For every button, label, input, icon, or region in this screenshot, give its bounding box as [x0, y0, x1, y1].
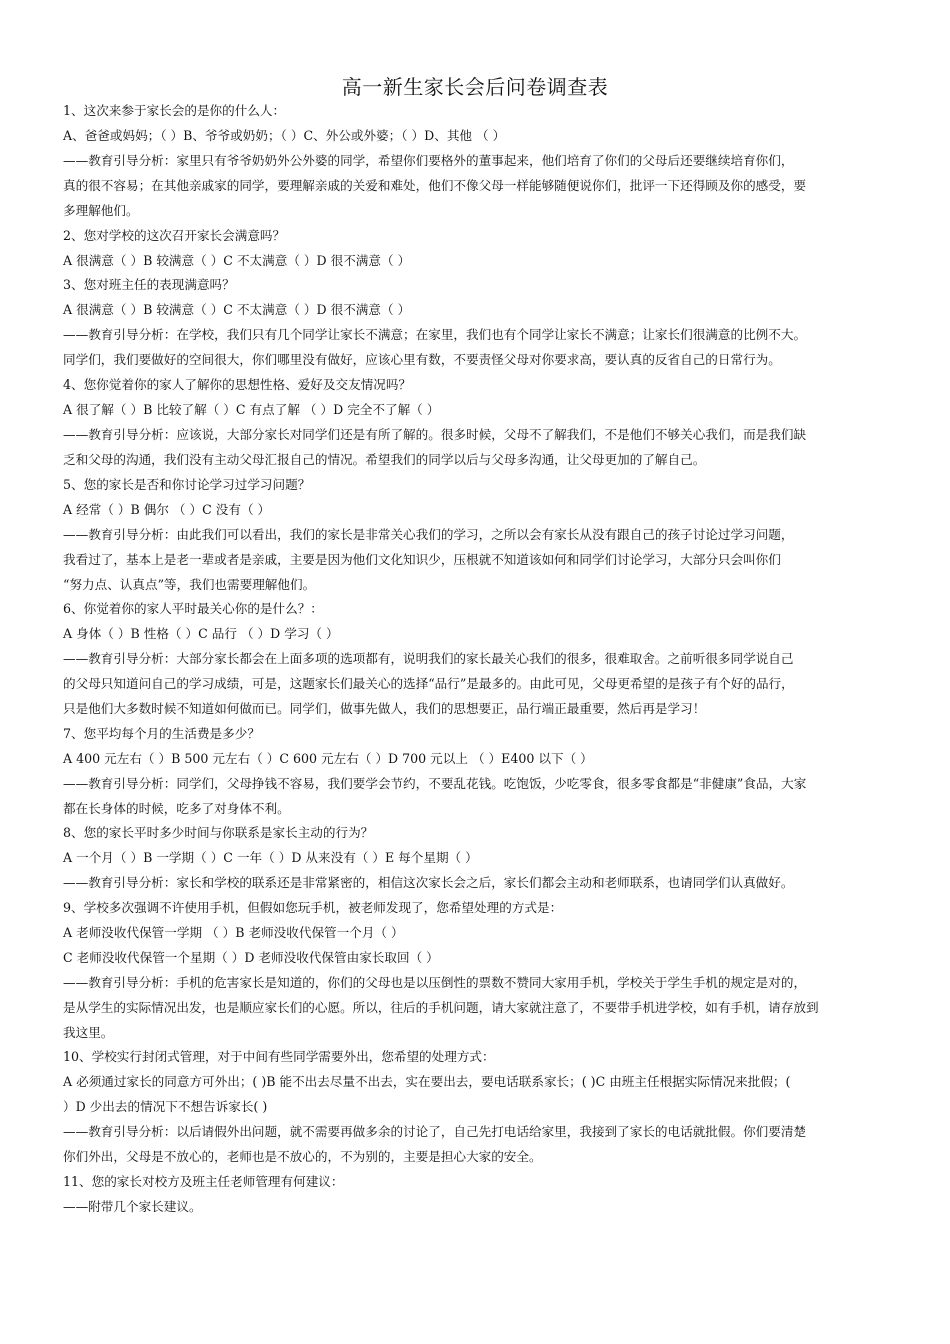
analysis-9-line-1: ——教育引导分析：手机的危害家长是知道的，你们的父母也是以压倒性的票数不赞同大家用手机，学校关于学生手机的规定是对的，	[63, 975, 807, 990]
question-9: 9、学校多次强调不许使用手机，但假如您玩手机，被老师发现了，您希望处理的方式是：	[63, 900, 563, 915]
analysis-4-line-1: ——教育引导分析：应该说，大部分家长对同学们还是有所了解的。很多时候，父母不了解我们，不是他们不够关心我们，而是我们缺	[63, 427, 807, 442]
analysis-7-line-1: ——教育引导分析：同学们，父母挣钱不容易，我们要学会节约，不要乱花钱。吃饱饭，少吃零食，很多零食都是“非健康”食品，大家	[63, 776, 807, 791]
analysis-3-line-2: 同学们，我们要做好的空间很大，你们哪里没有做好，应该心里有数，不要责怪父母对你要求高，要认真的反省自己的日常行为。	[63, 352, 781, 367]
question-1: 1、这次来参于家长会的是你的什么人：	[63, 103, 286, 118]
analysis-3-line-1: ——教育引导分析：在学校，我们只有几个同学让家长不满意；在家里，我们也有个同学让家长不满意；让家长们很满意的比例不大。	[63, 327, 807, 342]
question-10: 10、学校实行封闭式管理，对于中间有些同学需要外出，您希望的处理方式：	[63, 1049, 495, 1064]
analysis-11-line-1: ——附带几个家长建议。	[63, 1199, 202, 1214]
options-9-line-2: C 老师没收代保管一个星期（ ）D 老师没收代保管由家长取回（ ）	[63, 950, 439, 965]
analysis-10-line-2: 你们外出，父母是不放心的，老师也是不放心的，不为别的，主要是担心大家的安全。	[63, 1149, 542, 1164]
options-7: A 400 元左右（ ）B 500 元左右（ ）C 600 元左右（ ）D 700 元以上 （ ）E400 以下（ ）	[63, 751, 593, 766]
question-7: 7、您平均每个月的生活费是多少？	[63, 726, 260, 741]
analysis-6-line-2: 的父母只知道问自己的学习成绩，可是，这题家长们最关心的选择“品行”是最多的。由此可见，父母更希望的是孩子有个好的品行，	[63, 676, 794, 691]
analysis-1-line-3: 多理解他们。	[63, 203, 139, 218]
options-10-line-1: A 必须通过家长的同意方可外出；( )B 能不出去尽量不出去，实在要出去，要电话联系家长；( )C 由班主任根据实际情况来批假；(	[63, 1074, 791, 1089]
analysis-5-line-3: “努力点、认真点”等，我们也需要理解他们。	[63, 577, 316, 592]
options-1: A、爸爸或妈妈；（ ）B、爷爷或奶奶；（ ）C、外公或外婆；（ ）D、其他 （ ）	[63, 128, 506, 143]
options-9-line-1: A 老师没收代保管一学期 （ ）B 老师没收代保管一个月（ ）	[63, 925, 404, 940]
question-11: 11、您的家长对校方及班主任老师管理有何建议：	[63, 1174, 344, 1189]
options-10-line-2: ）D 少出去的情况下不想告诉家长( )	[63, 1099, 268, 1114]
options-6: A 身体（ ）B 性格（ ）C 品行 （ ）D 学习（ ）	[63, 626, 339, 641]
analysis-4-line-2: 乏和父母的沟通，我们没有主动父母汇报自己的情况。希望我们的同学以后与父母多沟通，让父母更加的了解自己。	[63, 452, 706, 467]
analysis-1-line-1: ——教育引导分析：家里只有爷爷奶奶外公外婆的同学，希望你们要格外的董事起来，他们培育了你们的父母后还要继续培育你们，	[63, 153, 794, 168]
document-title: 高一新生家长会后问卷调查表	[341, 75, 609, 99]
analysis-9-line-3: 我这里。	[63, 1025, 114, 1040]
analysis-6-line-3: 只是他们大多数时候不知道如何做而已。同学们，做事先做人，我们的思想要正，品行端正最重要，然后再是学习！	[63, 701, 706, 716]
question-2: 2、您对学校的这次召开家长会满意吗？	[63, 228, 286, 243]
question-4: 4、您你觉着你的家人了解你的思想性格、爱好及交友情况吗？	[63, 377, 412, 392]
analysis-5-line-1: ——教育引导分析：由此我们可以看出，我们的家长是非常关心我们的学习，之所以会有家长从没有跟自己的孩子讨论过学习问题，	[63, 527, 794, 542]
options-8: A 一个月（ ）B 一学期（ ）C 一年（ ）D 从来没有（ ）E 每个星期（ ）	[63, 850, 478, 865]
question-6: 6、你觉着你的家人平时最关心你的是什么？：	[63, 601, 323, 616]
options-4: A 很了解（ ）B 比较了解（ ）C 有点了解 （ ）D 完全不了解（ ）	[63, 402, 440, 417]
options-2: A 很满意（ ）B 较满意（ ）C 不太满意（ ）D 很不满意（ ）	[63, 253, 411, 268]
question-8: 8、您的家长平时多少时间与你联系是家长主动的行为？	[63, 825, 374, 840]
analysis-8-line-1: ——教育引导分析：家长和学校的联系还是非常紧密的，相信这次家长会之后，家长们都会主动和老师联系，也请同学们认真做好。	[63, 875, 794, 890]
analysis-9-line-2: 是从学生的实际情况出发，也是顺应家长们的心愿。所以，往后的手机问题，请大家就注意了，不要带手机进学校，如有手机，请存放到	[63, 1000, 819, 1015]
options-3: A 很满意（ ）B 较满意（ ）C 不太满意（ ）D 很不满意（ ）	[63, 302, 411, 317]
analysis-1-line-2: 真的很不容易；在其他亲戚家的同学，要理解亲戚的关爱和难处，他们不像父母一样能够随便说你们，批评一下还得顾及你的感受，要	[63, 178, 807, 193]
analysis-5-line-2: 我看过了，基本上是老一辈或者是亲戚，主要是因为他们文化知识少，压根就不知道该如何和同学们讨论学习，大部分只会叫你们	[63, 552, 781, 567]
question-3: 3、您对班主任的表现满意吗？	[63, 277, 235, 292]
options-5: A 经常（ ）B 偶尔 （ ）C 没有（ ）	[63, 502, 271, 517]
analysis-7-line-2: 都在长身体的时候，吃多了对身体不利。	[63, 801, 290, 816]
analysis-6-line-1: ——教育引导分析：大部分家长都会在上面多项的选项都有，说明我们的家长最关心我们的很多，很难取舍。之前听很多同学说自己	[63, 651, 794, 666]
analysis-10-line-1: ——教育引导分析：以后请假外出问题，就不需要再做多余的讨论了，自己先打电话给家里，我接到了家长的电话就批假。你们要清楚	[63, 1124, 807, 1139]
question-5: 5、您的家长是否和你讨论学习过学习问题？	[63, 477, 311, 492]
